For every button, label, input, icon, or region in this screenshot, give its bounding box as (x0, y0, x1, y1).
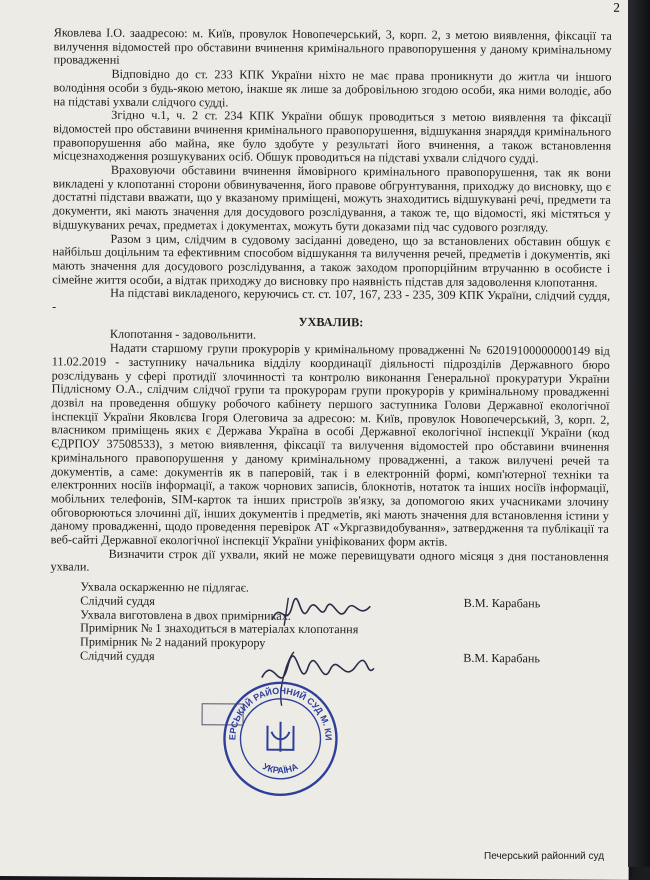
judge-name-1: В.М. Карабань (463, 595, 541, 611)
paragraph-art233: Відповідно до ст. 233 КПК України ніхто не має права проникнути до житла чи іншого володіння особи з будь-якою метою, інакше як лише за добровільною згодою особи, яка ними володіє, або на підставі ухвали слідчого судді. (53, 66, 612, 109)
paragraph-grounds: На підставі викладеного, керуючись ст. ст. 107, 167, 233 - 235, 309 КПК України, слідчий суддя, - (52, 286, 611, 314)
paragraph-proved: Разом з цим, слідчим в судовому засіданні доведено, що за встановлених обставин обшук є найбільш доцільним та ефективним способом відшукання та вилучення речей, предметів і документів, які мають значення для досудового розслідування, а також заходом пропорційним втручанню в особисте і сімейне життя особи, а відтак приходжу до висновку про наявність підстав для задоволення клопотання. (52, 231, 611, 290)
next-page-footer: Печерський районний суд (484, 851, 605, 862)
judge-signature-1 (266, 596, 376, 635)
copy-1-note: Примірник № 1 знаходиться в матеріалах клопотання (80, 620, 359, 637)
judge-name-2: В.М. Карабань (463, 650, 541, 665)
paragraph-grant-search: Надати старшому групи прокурорів у кримінальному провадженні № 62019100000000149 від 11.02.2019 - заступнику начальника відділу координації діяльності підрозділів Державного бюро розслідувань у сфері протидії злочинності та контролю виконання Генеральної прокуратури України Підлісному О.А., слідчим слідчої групи та прокурорам групи прокурорів у кримінальному провадженні дозвіл на проведення обшуку робочого кабінету першого заступника Голови Державної екологічної інспекції України Яковлєва Ігоря Олеговича за адресою: м. Київ, провулок Новопечерський, 3, корп. 2, власником приміщень яких є Держава Україна в особі Державної екологічної інспекції України (код ЄДРПОУ 37508533), з метою виявлення, фіксації та вилучення відомостей про обставини вчинення кримінального правопорушення у даному кримінальному провадженні, а також вилучені речей та документів, а саме: документів як в паперовій, так і в електронній формі, комп'ютерної техніки та електронних носіїв інформації, а також чорнових записів, блокнотів, нотаток та інших носіїв інформації, мобільних телефонів, SIM-карток та інших пристроїв зв'язку, за допомогою яких учасниками злочину обговорюються злочинні дії, інших документів і предметів, які мають значення для встановлення істини у даному провадженні, щодо проведення перевірок АТ «Укргазвидобування», затвердження та публікації та веб-сайті Державної екологічної інспекції України уніфікованих форм актів. (50, 340, 610, 549)
svg-text:ПЕЧЕРСЬКИЙ РАЙОННИЙ СУД М. КИЄ (221, 679, 334, 740)
judge-label-2: Слідчий суддя (79, 648, 155, 663)
trident-emblem (267, 722, 293, 752)
document-body (50, 26, 612, 666)
appeal-note: Ухвала оскарженню не підлягає. (80, 579, 249, 595)
page-number: 2 (613, 0, 620, 15)
judge-label-1: Слідчий суддя (80, 593, 155, 608)
svg-text:УКРАЇНА (261, 761, 300, 776)
stamp-arc-text: ПЕЧЕРСЬКИЙ РАЙОННИЙ СУД М. КИЄВА (227, 685, 334, 741)
stamp-bottom-text: УКРАЇНА (261, 761, 300, 776)
ruling-heading: УХВАЛИВ: (298, 314, 364, 330)
paragraph-term: Визначити строк дії ухвали, який не може перевищувати одного місяця з дня постановлення ухвали. (50, 546, 609, 575)
paragraph-intro: Яковлева І.О. заадресою: м. Київ, провулок Новопечерський, 3, корп. 2, з метою виявлення, фіксації та вилучення відомостей про обставини вчинення кримінального правопорушення у даному кримінальному провадженні (53, 25, 612, 68)
copies-note: Ухвала виготовлена в двох примірниках. (80, 607, 291, 623)
copy-2-note: Примірник № 2 наданий прокурору (80, 634, 266, 650)
paragraph-satisfy: Клопотання - задовольнити. (109, 327, 257, 343)
paragraph-considering: Враховуючи обставини вчинення ймовірного кримінального правопорушення, так як вони викладені у клопотанні сторони обвинувачення, його правове обгрунтування, приходжу до висновку, що є достатні підстави вважати, що у вказаному приміщені, можуть знаходитись відшукувані речі, предмети та документи, які мають значення для досудового розслідування, а також те, що відомості, які містяться у відшукуваних речах, предметах і документах, можуть бути доказами під час судового розгляду. (52, 162, 611, 235)
paragraph-art234: Згідно ч.1, ч. 2 ст. 234 КПК України обшук проводиться з метою виявлення та фіксації відомостей про обставини вчинення кримінального правопорушення, відшукання знаряддя кримінального правопорушення або майна, яке було здобуте у результаті його вчинення, а також встановлення місцезнаходження розшукуваних осіб. Обшук проводиться на підставі ухвали слідчого судді. (52, 107, 612, 166)
dark-background-edge (628, 0, 650, 867)
court-stamp (221, 679, 340, 798)
